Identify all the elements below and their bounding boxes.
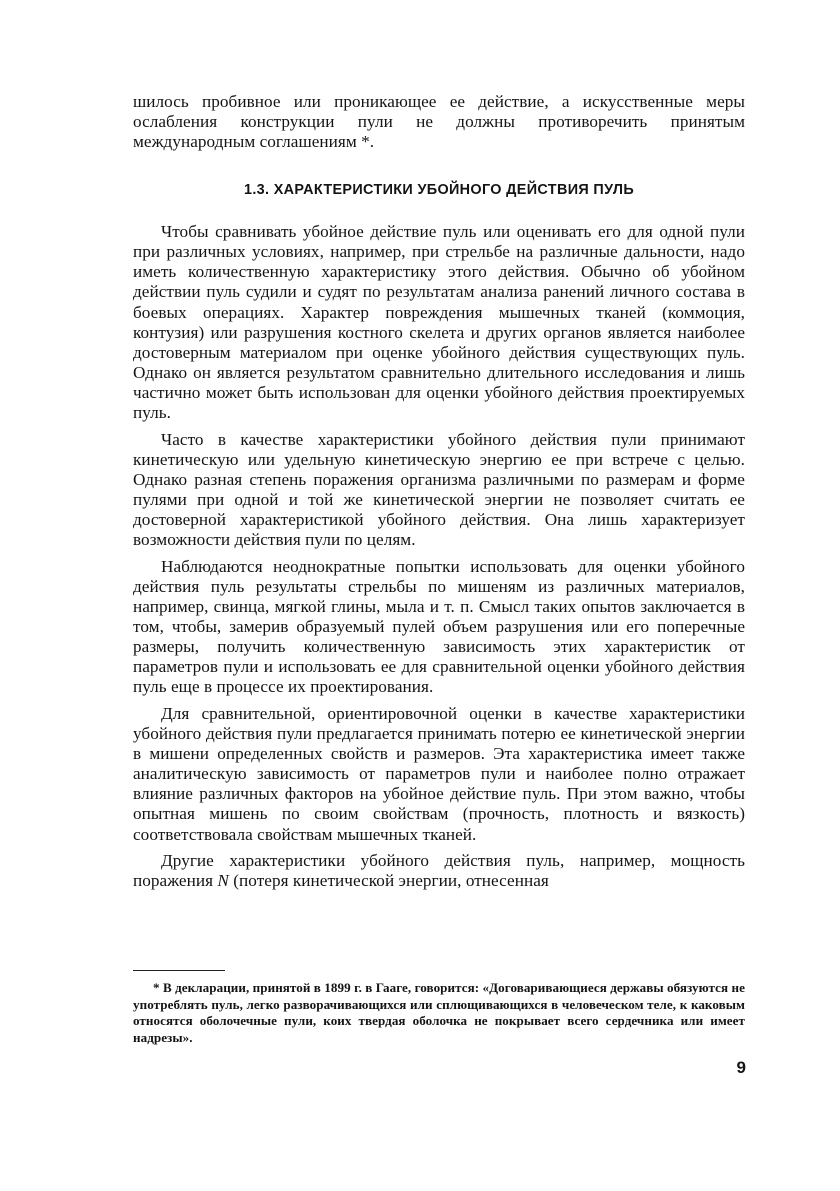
power-symbol: N [217,870,229,890]
body-paragraph-5-end: (потеря кинетической энергии, отнесенная [233,870,549,890]
footnote-block [133,980,745,1046]
body-paragraph-2: Часто в качестве характеристики убойного действия пули принимают кинетическую или удельную кинетическую энергию ее при встрече с целью. Однако разная степень поражения организма различными по размерам и форме пулями при одной и той же кинетической энергии не позволяет считать ее достоверной характеристикой убойного действия. Она лишь характеризует возможности действия пули по целям. [133,429,745,550]
body-paragraph-4: Для сравнительной, ориентировочной оценки в качестве характеристики убойного действия пули предлагается принимать потерю ее кинетической энергии в мишени определенных свойств и размеров. Эта характеристика имеет также аналитическую зависимость от параметров пули и наиболее полно отражает влияние различных факторов на убойное действие пуль. При этом важно, чтобы опытная мишень по своим свойствам (прочность, плотность и вязкость) соответствовала свойствам мышечных тканей. [133,703,745,844]
footnote-divider [133,970,225,971]
section-heading: 1.3. ХАРАКТЕРИСТИКИ УБОЙНОГО ДЕЙСТВИЯ ПУЛЬ [243,182,635,198]
footnote: * В декларации, принятой в 1899 г. в Гааге, говорится: «Договаривающиеся державы обязуются не употреблять пуль, легко разворачивающихся или сплющивающихся в человеческом теле, к каковым относятся оболочечные пули, коих твердая оболочка не покрывает всего сердечника или имеет надрезы». [133,980,745,1045]
body-paragraph-3: Наблюдаются неоднократные попытки использовать для оценки убойного действия пуль результаты стрельбы по мишеням из различных материалов, например, свинца, мягкой глины, мыла и т. п. Смысл таких опытов заключается в том, чтобы, замерив образуемый пулей объем разрушения или его поперечные размеры, получить количественную зависимость этих характеристик от параметров пули и использовать ее для сравнительной оценки убойного действия пуль еще в процессе их проектирования. [133,556,745,697]
page-number: 9 [736,1058,746,1077]
body-paragraph-5 [133,851,745,891]
intro-block [133,92,745,152]
body-paragraph-1: Чтобы сравнивать убойное действие пуль или оценивать его для одной пули при различных условиях, например, при стрельбе на различные дальности, надо иметь количественную характеристику этого действия. Обычно об убойном действии пуль судили и судят по результатам анализа ранений личного состава в боевых операциях. Характер повреждения мышечных тканей (коммоция, контузия) или разрушения костного скелета и других органов является наиболее достоверным материалом при оценке убойного действия существующих пуль. Однако он является результатом сравнительно длительного исследования и лишь частично может быть использован для оценки убойного действия проектируемых пуль. [133,222,745,423]
intro-paragraph: шилось пробивное или проникающее ее действие, а искусственные меры ослабления конструкции пули не должны противоречить принятым международным соглашениям *. [133,92,745,152]
body-text [133,222,745,891]
body-paragraph-5-start: Другие характеристики убойного действия пуль, например, мощность поражения [133,850,745,890]
